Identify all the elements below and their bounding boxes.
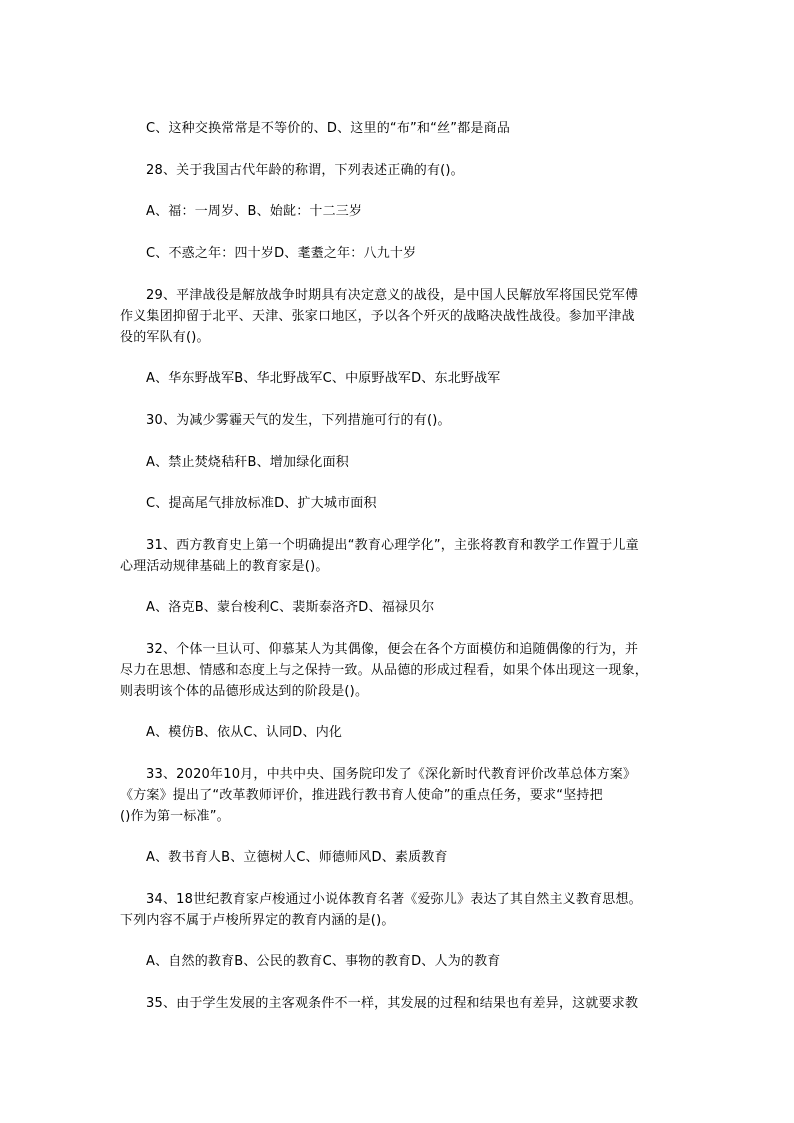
question-31	[120, 535, 680, 577]
question-29-line-2: 作义集团抑留于北平、天津、张家口地区，予以各个歼灭的战略决战性战役。参加平津战	[120, 309, 635, 324]
question-35: 35、由于学生发展的主客观条件不一样，其发展的过程和结果也有差异，这就要求教	[146, 996, 639, 1011]
question-31-line-2: 心理活动规律基础上的教育家是()。	[120, 559, 329, 574]
option-line: A、模仿B、依从C、认同D、内化	[146, 725, 343, 740]
question-30: 30、为减少雾霾天气的发生，下列措施可行的有()。	[146, 413, 451, 428]
question-32-line-1: 32、个体一旦认可、仰慕某人为其偶像，便会在各个方面模仿和追随偶像的行为，并	[146, 642, 639, 657]
option-line: C、不惑之年：四十岁D、耄耋之年：八九十岁	[146, 246, 417, 261]
question-31-line-1: 31、西方教育史上第一个明确提出“教育心理学化”，主张将教育和教学工作置于儿童	[146, 538, 639, 553]
question-32-line-2: 尽力在思想、情感和态度上与之保持一致。从品德的形成过程看，如果个体出现这一现象，	[120, 663, 649, 678]
option-line: A、禁止焚烧秸秆B、增加绿化面积	[146, 455, 350, 470]
question-33-line-2: 《方案》提出了“改革教师评价，推进践行教书育人使命”的重点任务，要求“坚持把	[120, 788, 603, 803]
question-34-line-2: 下列内容不属于卢梭所界定的教育内涵的是()。	[120, 913, 395, 928]
question-29-line-1: 29、平津战役是解放战争时期具有决定意义的战役，是中国人民解放军将国民党军傅	[146, 288, 639, 303]
question-28: 28、关于我国古代年龄的称谓，下列表述正确的有()。	[146, 163, 464, 178]
option-line: A、教书育人B、立德树人C、师德师风D、素质教育	[146, 850, 448, 865]
question-34	[120, 889, 680, 931]
question-34-line-1: 34、18世纪教育家卢梭通过小说体教育名著《爱弥儿》表达了其自然主义教育思想。	[146, 892, 642, 907]
option-line: C、提高尾气排放标准D、扩大城市面积	[146, 496, 377, 511]
option-line: C、这种交换常常是不等价的、D、这里的“布”和“丝”都是商品	[146, 121, 511, 136]
question-33-line-3: ()作为第一标准”。	[120, 809, 230, 824]
question-33	[120, 764, 680, 827]
question-32	[120, 639, 680, 702]
option-line: A、福：一周岁、B、始龀：十二三岁	[146, 204, 363, 219]
question-29-line-3: 役的军队有()。	[120, 330, 210, 345]
question-29	[120, 285, 680, 348]
question-33-line-1: 33、2020年10月，中共中央、国务院印发了《深化新时代教育评价改革总体方案》	[146, 767, 637, 782]
option-line: A、洛克B、蒙台梭利C、裴斯泰洛齐D、福禄贝尔	[146, 600, 435, 615]
option-line: A、自然的教育B、公民的教育C、事物的教育D、人为的教育	[146, 954, 501, 969]
option-line: A、华东野战军B、华北野战军C、中原野战军D、东北野战军	[146, 371, 501, 386]
question-32-line-3: 则表明该个体的品德形成达到的阶段是()。	[120, 684, 369, 699]
